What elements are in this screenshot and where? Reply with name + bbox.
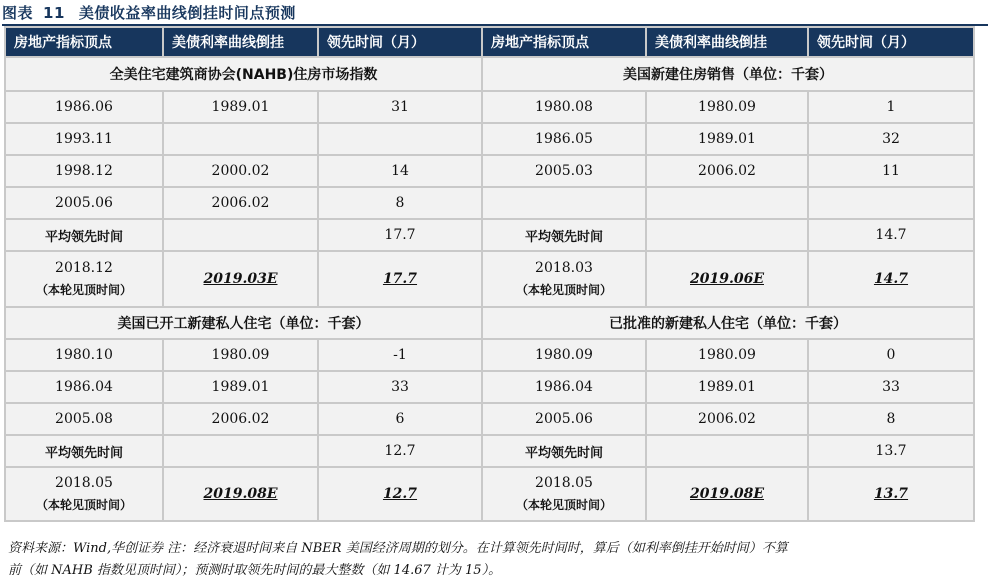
forecast-row [5, 467, 974, 521]
forecast-row [5, 251, 974, 307]
table-cell [318, 123, 482, 155]
header-cell: 领先时间（月） [318, 27, 482, 57]
table-cell: 1980.09 [646, 339, 808, 371]
data-table [4, 26, 975, 522]
forecast-peak-cell [482, 251, 646, 307]
table-cell: 1986.04 [5, 371, 163, 403]
table-cell: 1980.09 [163, 339, 318, 371]
table-cell: 1980.09 [646, 91, 808, 123]
section-title-right: 美国新建住房销售（单位：千套） [482, 57, 974, 91]
average-row [5, 219, 974, 251]
section-title-left: 美国已开工新建私人住宅（单位：千套） [5, 307, 482, 339]
table-cell: 31 [318, 91, 482, 123]
table-cell: 1989.01 [646, 123, 808, 155]
forecast-peak-note: （本轮见顶时间） [515, 283, 612, 297]
forecast-peak-date: 2018.05 [535, 475, 593, 491]
section-title-left: 全美住宅建筑商协会(NAHB)住房市场指数 [5, 57, 482, 91]
table-cell: 1993.11 [5, 123, 163, 155]
header-cell: 领先时间（月） [808, 27, 974, 57]
average-value: 17.7 [318, 219, 482, 251]
table-row [5, 123, 974, 155]
header-cell: 美债利率曲线倒挂 [163, 27, 318, 57]
table-cell: 2006.02 [163, 187, 318, 219]
table-cell: 33 [808, 371, 974, 403]
table-cell: 2005.06 [482, 403, 646, 435]
table-row [5, 91, 974, 123]
forecast-inversion-cell [646, 251, 808, 307]
figure-title [2, 2, 296, 23]
table-cell: 2006.02 [163, 403, 318, 435]
forecast-inversion-cell [163, 467, 318, 521]
source-note-line: 资料来源：Wind,华创证券 注：经济衰退时间来自 NBER 美国经济周期的划分。在计算领先时间时，算后（如利率倒挂开始时间）不算 [8, 541, 788, 556]
table-cell: 2006.02 [646, 403, 808, 435]
figure-caption: 美债收益率曲线倒挂时间点预测 [78, 4, 296, 22]
table-cell: 1986.04 [482, 371, 646, 403]
section-title-right: 已批准的新建私人住宅（单位：千套） [482, 307, 974, 339]
average-label: 平均领先时间 [482, 435, 646, 467]
table-cell: 1980.08 [482, 91, 646, 123]
source-note [8, 538, 983, 582]
table-cell [646, 219, 808, 251]
table-cell: 14 [318, 155, 482, 187]
table-cell: 1980.09 [482, 339, 646, 371]
forecast-inversion-cell [163, 251, 318, 307]
table-cell [482, 187, 646, 219]
forecast-peak-cell [5, 467, 163, 521]
table-cell [646, 187, 808, 219]
forecast-peak-note: （本轮见顶时间） [35, 498, 132, 512]
average-label: 平均领先时间 [482, 219, 646, 251]
table-cell [646, 435, 808, 467]
forecast-inversion-cell [646, 467, 808, 521]
table-cell: 1989.01 [163, 91, 318, 123]
table-cell: 6 [318, 403, 482, 435]
table-cell [163, 435, 318, 467]
forecast-lead-value: 13.7 [873, 486, 909, 502]
table-cell: 1986.05 [482, 123, 646, 155]
average-value: 14.7 [808, 219, 974, 251]
figure-number: 11 [43, 4, 65, 22]
table-cell: 11 [808, 155, 974, 187]
table-cell: 2000.02 [163, 155, 318, 187]
forecast-lead-cell [808, 251, 974, 307]
forecast-peak-cell [482, 467, 646, 521]
table-cell: 2005.03 [482, 155, 646, 187]
forecast-peak-cell [5, 251, 163, 307]
table-cell: 2005.08 [5, 403, 163, 435]
average-value: 12.7 [318, 435, 482, 467]
source-note-line: 前（如 NAHB 指数见顶时间）；预测时取领先时间的最大整数（如 14.67 计为 15）。 [8, 563, 502, 578]
section-row [5, 307, 974, 339]
table-cell [163, 219, 318, 251]
table-cell: 2006.02 [646, 155, 808, 187]
average-value: 13.7 [808, 435, 974, 467]
table-cell [808, 187, 974, 219]
table-cell: 1986.06 [5, 91, 163, 123]
average-label: 平均领先时间 [5, 435, 163, 467]
figure-label: 图表 [2, 4, 34, 22]
table-cell: 1989.01 [646, 371, 808, 403]
table-cell: 8 [808, 403, 974, 435]
table-cell [163, 123, 318, 155]
table-cell: 1998.12 [5, 155, 163, 187]
table-row [5, 403, 974, 435]
table-cell: 33 [318, 371, 482, 403]
average-label: 平均领先时间 [5, 219, 163, 251]
forecast-inversion-date: 2019.08E [690, 486, 764, 502]
forecast-inversion-date: 2019.08E [203, 486, 278, 502]
forecast-lead-value: 12.7 [382, 486, 418, 502]
table-row [5, 187, 974, 219]
forecast-peak-note: （本轮见顶时间） [515, 498, 612, 512]
table-cell: 2005.06 [5, 187, 163, 219]
forecast-lead-value: 14.7 [873, 271, 909, 287]
section-row [5, 57, 974, 91]
forecast-peak-note: （本轮见顶时间） [35, 283, 132, 297]
table-row [5, 371, 974, 403]
forecast-inversion-date: 2019.06E [690, 271, 764, 287]
table-cell: 32 [808, 123, 974, 155]
table-row [5, 339, 974, 371]
table-cell: 1989.01 [163, 371, 318, 403]
header-cell: 房地产指标顶点 [482, 27, 646, 57]
table-cell: 1 [808, 91, 974, 123]
header-row [5, 27, 974, 57]
table-cell: 1980.10 [5, 339, 163, 371]
table-cell: -1 [318, 339, 482, 371]
header-cell: 美债利率曲线倒挂 [646, 27, 808, 57]
average-row [5, 435, 974, 467]
forecast-inversion-date: 2019.03E [203, 271, 278, 287]
forecast-lead-value: 17.7 [382, 271, 418, 287]
table-cell: 8 [318, 187, 482, 219]
forecast-peak-date: 2018.05 [55, 475, 113, 491]
table-cell: 0 [808, 339, 974, 371]
forecast-peak-date: 2018.03 [535, 260, 593, 276]
table-row [5, 155, 974, 187]
forecast-lead-cell [318, 251, 482, 307]
forecast-lead-cell [318, 467, 482, 521]
forecast-lead-cell [808, 467, 974, 521]
forecast-peak-date: 2018.12 [55, 260, 113, 276]
header-cell: 房地产指标顶点 [5, 27, 163, 57]
